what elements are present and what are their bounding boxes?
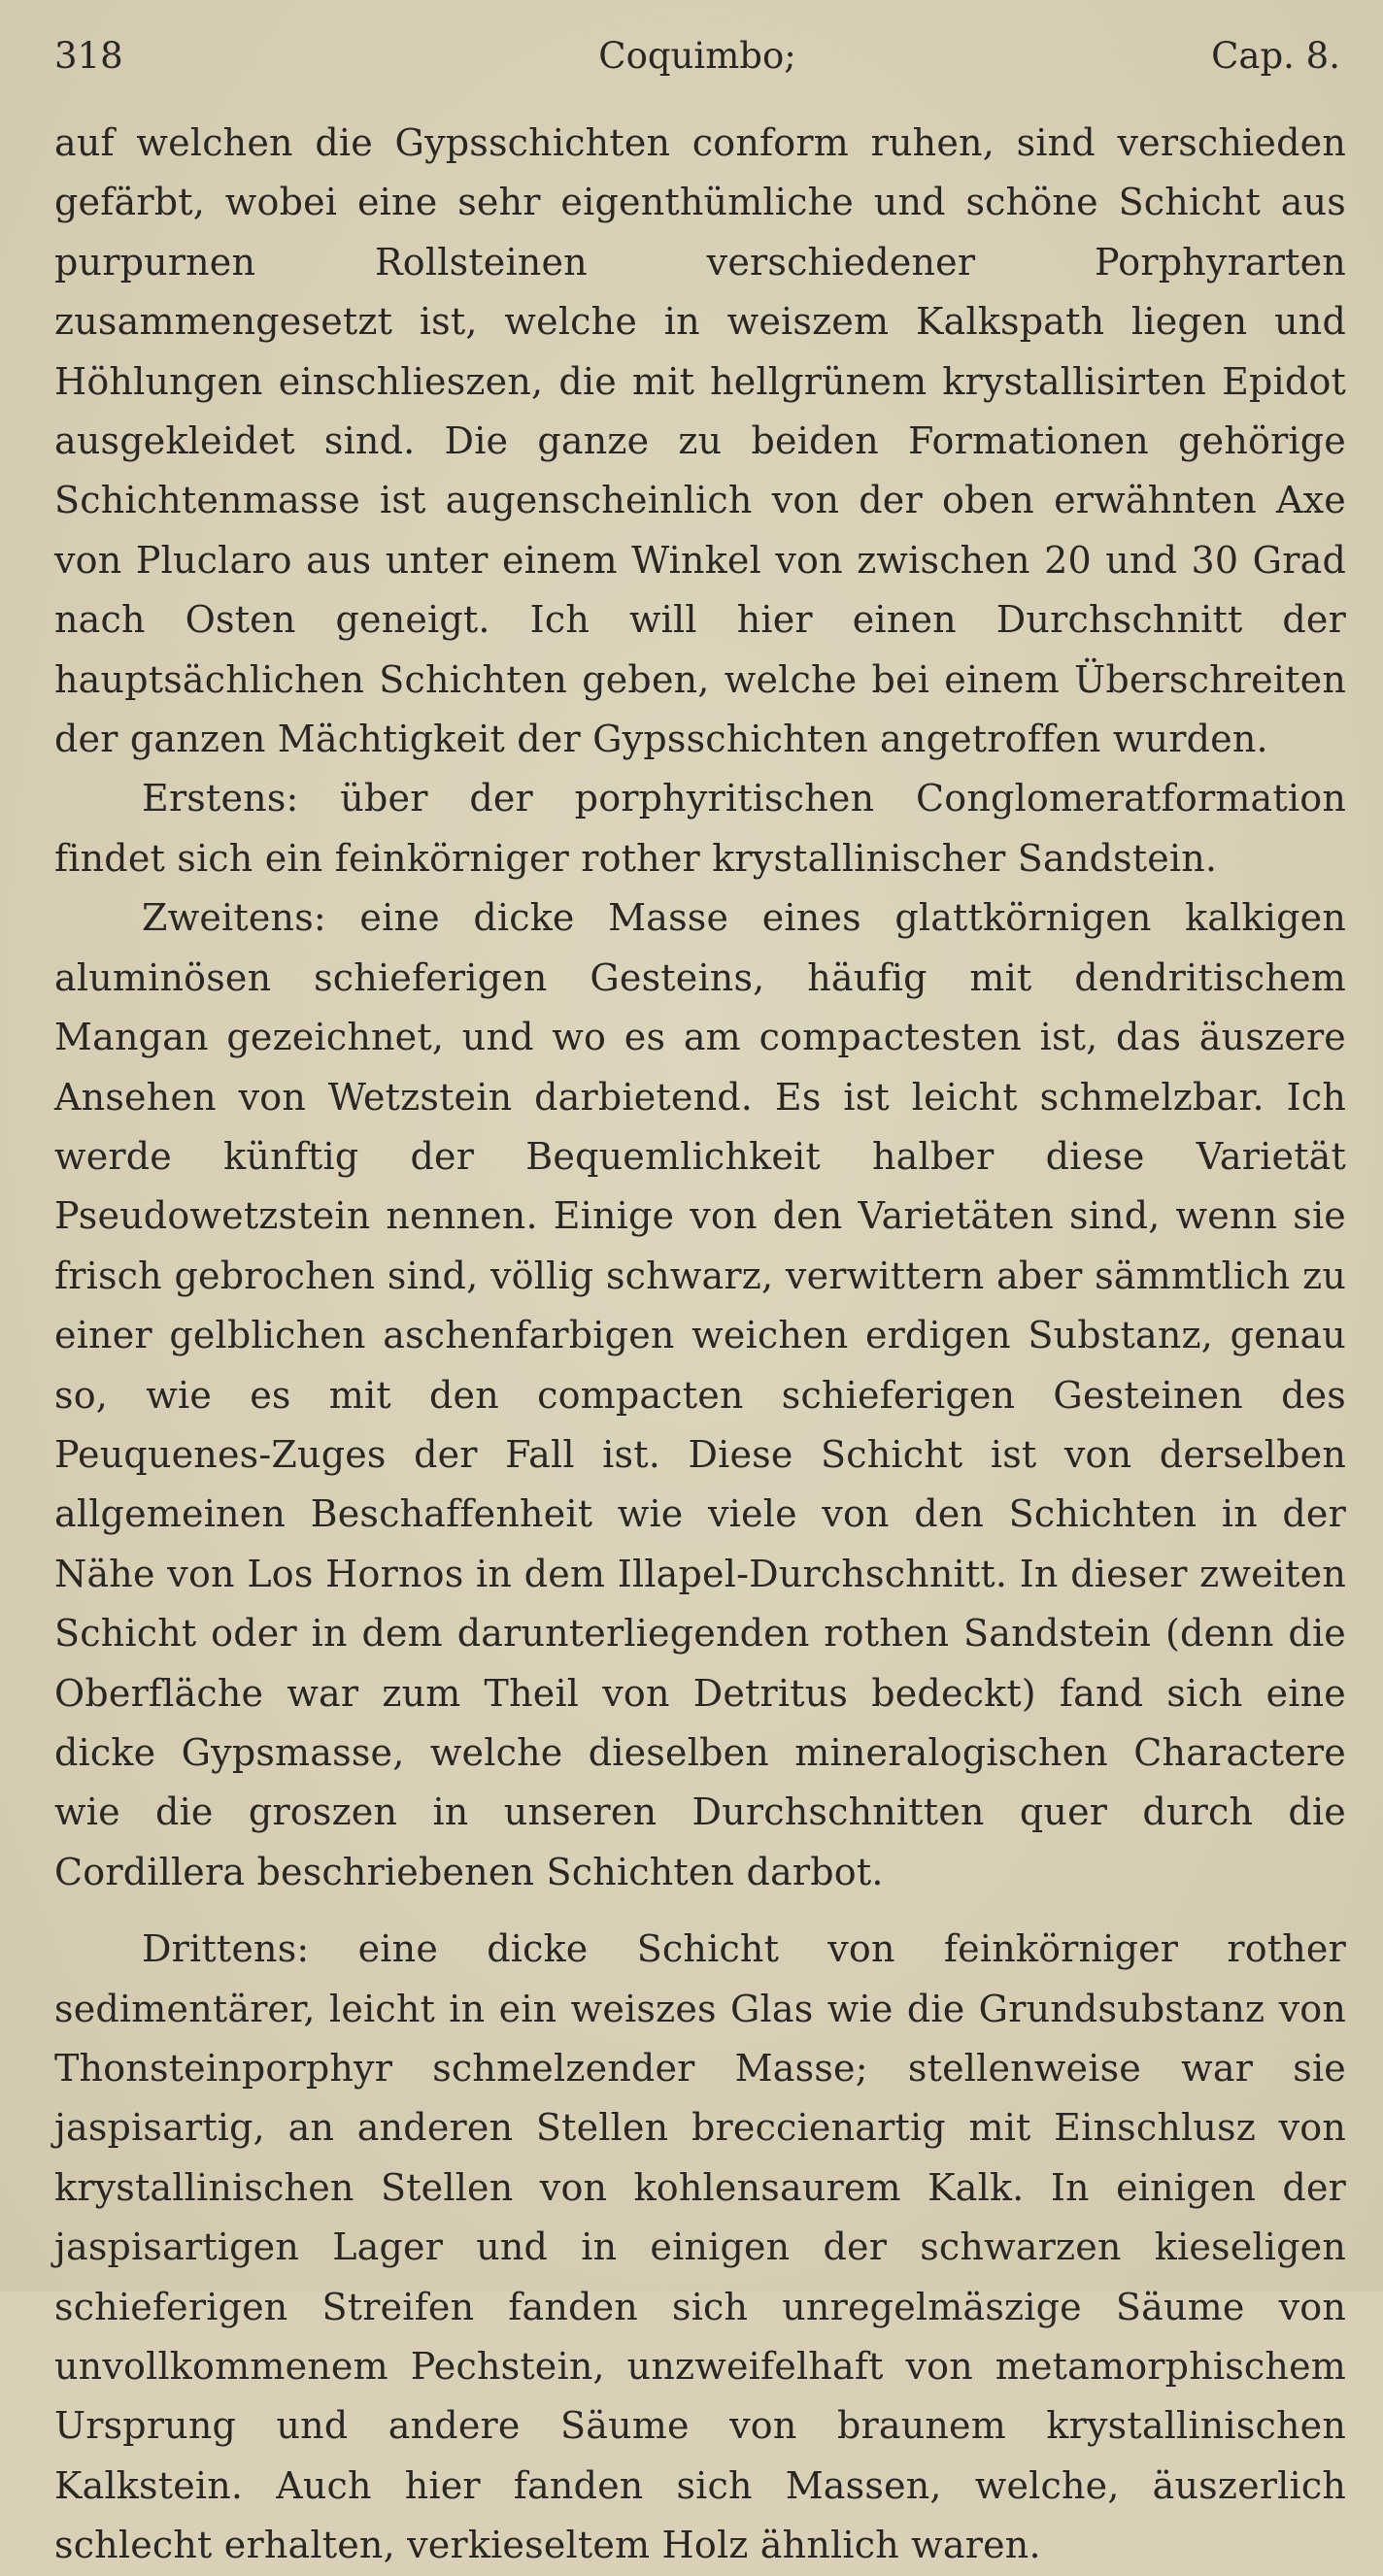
chapter-label: Cap. 8. (1211, 35, 1340, 77)
paragraph-continuation: auf welchen die Gypsschichten conform ruhen, sind verschieden gefärbt, wobei eine sehr eigenthümliche und schöne Schicht aus purpurnen Rollsteinen verschiedener Porphyrarten zusammengesetzt ist, welche in weiszem Kalkspath liegen und Höhlungen einschlieszen, die mit hellgrünem krystallisirten Epidot ausgekleidet sind. Die ganze zu beiden Formationen gehörige Schichtenmasse ist augenscheinlich von der oben erwähnten Axe von Pluclaro aus unter einem Winkel von zwischen 20 und 30 Grad nach Osten geneigt. Ich will hier einen Durchschnitt der hauptsächlichen Schichten geben, welche bei einem Überschreiten der ganzen Mächtigkeit der Gypsschichten angetroffen wurden. (54, 121, 1346, 761)
page-number: 318 (54, 35, 123, 77)
paragraph-zweitens: Zweitens: eine dicke Masse eines glattkörnigen kalkigen aluminösen schieferigen Gesteins, häufig mit dendritischem Mangan gezeichnet, und wo es am compactesten ist, das äuszere Ansehen von Wetzstein darbietend. Es ist leicht schmelzbar. Ich werde künftig der Bequemlichkeit halber diese Varietät Pseudowetzstein nennen. Einige von den Varietäten sind, wenn sie frisch gebrochen sind, völlig schwarz, verwittern aber sämmtlich zu einer gelblichen aschenfarbigen weichen erdigen Substanz, genau so, wie es mit den compacten schieferigen Gesteinen des Peuquenes-Zuges der Fall ist. Diese Schicht ist von derselben allgemeinen Beschaffenheit wie viele von den Schichten in der Nähe von Los Hornos in dem Illapel-Durchschnitt. In dieser zweiten Schicht oder in dem darunterliegenden rothen Sandstein (denn die Oberfläche war zum Theil von Detritus bedeckt) fand sich eine dicke Gypsmasse, welche dieselben mineralogischen Charactere wie die groszen in unseren Durchschnitten quer durch die Cordillera beschriebenen Schichten darbot. (54, 896, 1346, 1893)
page-header (54, 33, 1340, 80)
running-title: Coquimbo; (598, 35, 796, 77)
body-text (54, 114, 1346, 2576)
paragraph-drittens: Drittens: eine dicke Schicht von feinkörniger rother sedimentärer, leicht in ein weiszes Glas wie die Grundsubstanz von Thonsteinporphyr schmelzender Masse; stellenweise war sie jaspisartig, an anderen Stellen breccienartig mit Einschlusz von krystallinischen Stellen von kohlensaurem Kalk. In einigen der jaspisartigen Lager und in einigen der schwarzen kieseligen schieferigen Streifen fanden sich unregelmäszige Säume von unvollkommenem Pechstein, unzweifelhaft von metamorphischem Ursprung und andere Säume von braunem krystallinischen Kalkstein. Auch hier fanden sich Massen, welche, äuszerlich schlecht erhalten, verkieseltem Holz ähnlich waren. (54, 1927, 1346, 2567)
paragraph-erstens: Erstens: über der porphyritischen Conglomeratformation findet sich ein feinkörniger rother krystallinischer Sandstein. (54, 777, 1346, 880)
